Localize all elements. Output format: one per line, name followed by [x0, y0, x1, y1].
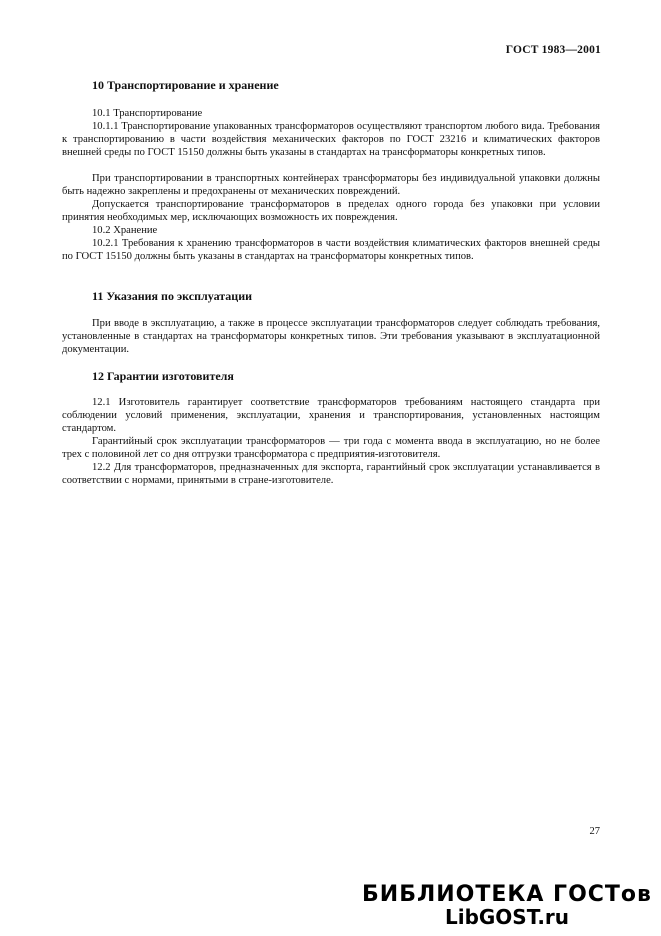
- watermark-line2: LibGOST.ru: [444, 905, 570, 929]
- watermark-line1: БИБЛИОТЕКА ГОСТов: [362, 882, 652, 907]
- para-10-2-1: 10.2.1 Требования к хранению трансформаторов в части воздействия климатических факторов внешней среды по ГОСТ 15150 должны быть указаны в стандартах на трансформаторы конкретных типов.: [62, 238, 600, 262]
- para-10-city: Допускается транспортирование трансформаторов в пределах одного города без упаковки при условии принятия необходимых мер, исключающих возможность их повреждения.: [62, 199, 600, 223]
- para-10-1-1: 10.1.1 Транспортирование упакованных трансформаторов осуществляют транспортом любого вида. Требования к транспортированию в части воздействия механических факторов по ГОСТ 23216 и климатических факторов внешней среды по ГОСТ 15150 должны быть указаны в стандартах на трансформаторы конкретных типов.: [62, 121, 600, 158]
- para-10-2: 10.2 Хранение: [92, 225, 158, 236]
- para-12-2: 12.2 Для трансформаторов, предназначенных для экспорта, гарантийный срок эксплуатации устанавливается в соответствии с нормами, принятыми в стране-изготовителе.: [62, 462, 600, 486]
- page-number: 27: [589, 826, 600, 837]
- document-header: ГОСТ 1983—2001: [505, 44, 601, 56]
- section-10-title: 10 Транспортирование и хранение: [92, 78, 279, 92]
- para-12-warranty: Гарантийный срок эксплуатации трансформаторов — три года с момента ввода в эксплуатацию, но не более трех с половиной лет со дня отгрузки трансформатора с предприятия-изготовителя.: [62, 436, 600, 460]
- para-12-1: 12.1 Изготовитель гарантирует соответствие трансформаторов требованиям настоящего стандарта при соблюдении условий применения, эксплуатации, хранения и транспортирования, установленных настоящим стандартом.: [62, 397, 600, 434]
- para-11: При вводе в эксплуатацию, а также в процессе эксплуатации трансформаторов следует соблюдать требования, установленные в стандартах на трансформаторы конкретных типов. Эти требования указывают в эксплуатационной документации.: [62, 318, 600, 355]
- section-11-title: 11 Указания по эксплуатации: [92, 289, 253, 303]
- section-12-title: 12 Гарантии изготовителя: [92, 369, 234, 383]
- para-10-containers: При транспортировании в транспортных контейнерах трансформаторы без индивидуальной упаковки должны быть надежно закреплены и предохранены от механических повреждений.: [62, 173, 600, 197]
- para-10-1: 10.1 Транспортирование: [92, 108, 203, 119]
- watermark: [362, 884, 652, 928]
